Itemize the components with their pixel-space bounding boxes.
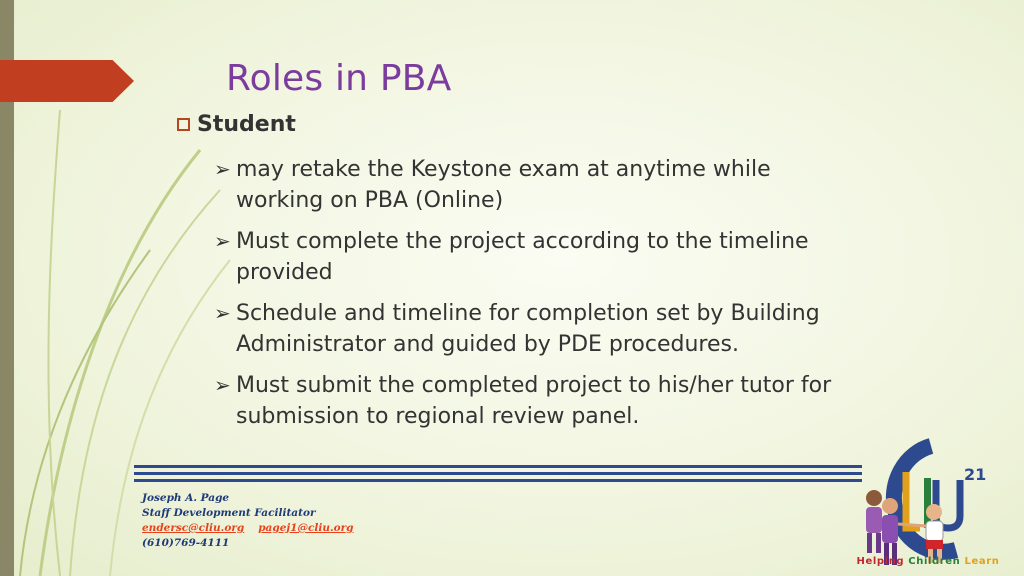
- bullet-item: [214, 226, 864, 288]
- arrow-bullet-icon: ➢: [214, 229, 231, 253]
- logo-l-shape: [906, 472, 920, 528]
- bullet-text: may retake the Keystone exam at anytime while working on PBA (Online): [236, 157, 771, 213]
- child-head-3: [926, 504, 942, 520]
- contact-footer: [142, 491, 354, 551]
- slide-title: Roles in PBA: [226, 58, 452, 99]
- arrow-banner: [0, 60, 134, 102]
- email-link-2[interactable]: pagej1@cliu.org: [258, 522, 354, 534]
- logo-i-shape: [924, 478, 931, 528]
- logo-tagline: [838, 556, 1018, 567]
- contact-phone: (610)769-4111: [142, 537, 230, 549]
- cliu-logo: [836, 432, 1022, 576]
- bullet-list: [214, 154, 864, 442]
- section-heading: [177, 112, 296, 137]
- arrow-bullet-icon: ➢: [214, 157, 231, 181]
- bullet-text: Must complete the project according to the timeline provided: [236, 229, 809, 285]
- tagline-word-3: Learn: [964, 556, 1000, 567]
- bullet-item: [214, 154, 864, 216]
- footer-rule: [134, 465, 862, 468]
- arrow-bullet-icon: ➢: [214, 301, 231, 325]
- email-link-1[interactable]: endersc@cliu.org: [142, 522, 245, 534]
- child-body-1: [866, 507, 882, 533]
- child-head-1: [866, 490, 882, 506]
- footer-rule: [134, 479, 862, 482]
- bullet-item: [214, 298, 864, 360]
- arrow-bullet-icon: ➢: [214, 373, 231, 397]
- bullet-text: Schedule and timeline for completion set by Building Administrator and guided by PDE procedures.: [236, 301, 820, 357]
- tagline-word-1: Helping: [856, 556, 905, 567]
- footer-rule: [134, 472, 862, 475]
- contact-role: Staff Development Facilitator: [142, 507, 316, 519]
- tagline-word-2: Children: [908, 556, 961, 567]
- logo-number: 21: [964, 465, 987, 484]
- child-body-2: [882, 515, 898, 543]
- contact-name: Joseph A. Page: [142, 492, 230, 504]
- bullet-item: [214, 370, 864, 432]
- checkbox-bullet-icon: [177, 118, 190, 131]
- child-body-3: [926, 521, 943, 541]
- contact-emails: [142, 521, 354, 536]
- bullet-text: Must submit the completed project to his/her tutor for submission to regional review panel.: [236, 373, 832, 429]
- heading-text: Student: [197, 112, 296, 137]
- child-head-2: [882, 498, 898, 514]
